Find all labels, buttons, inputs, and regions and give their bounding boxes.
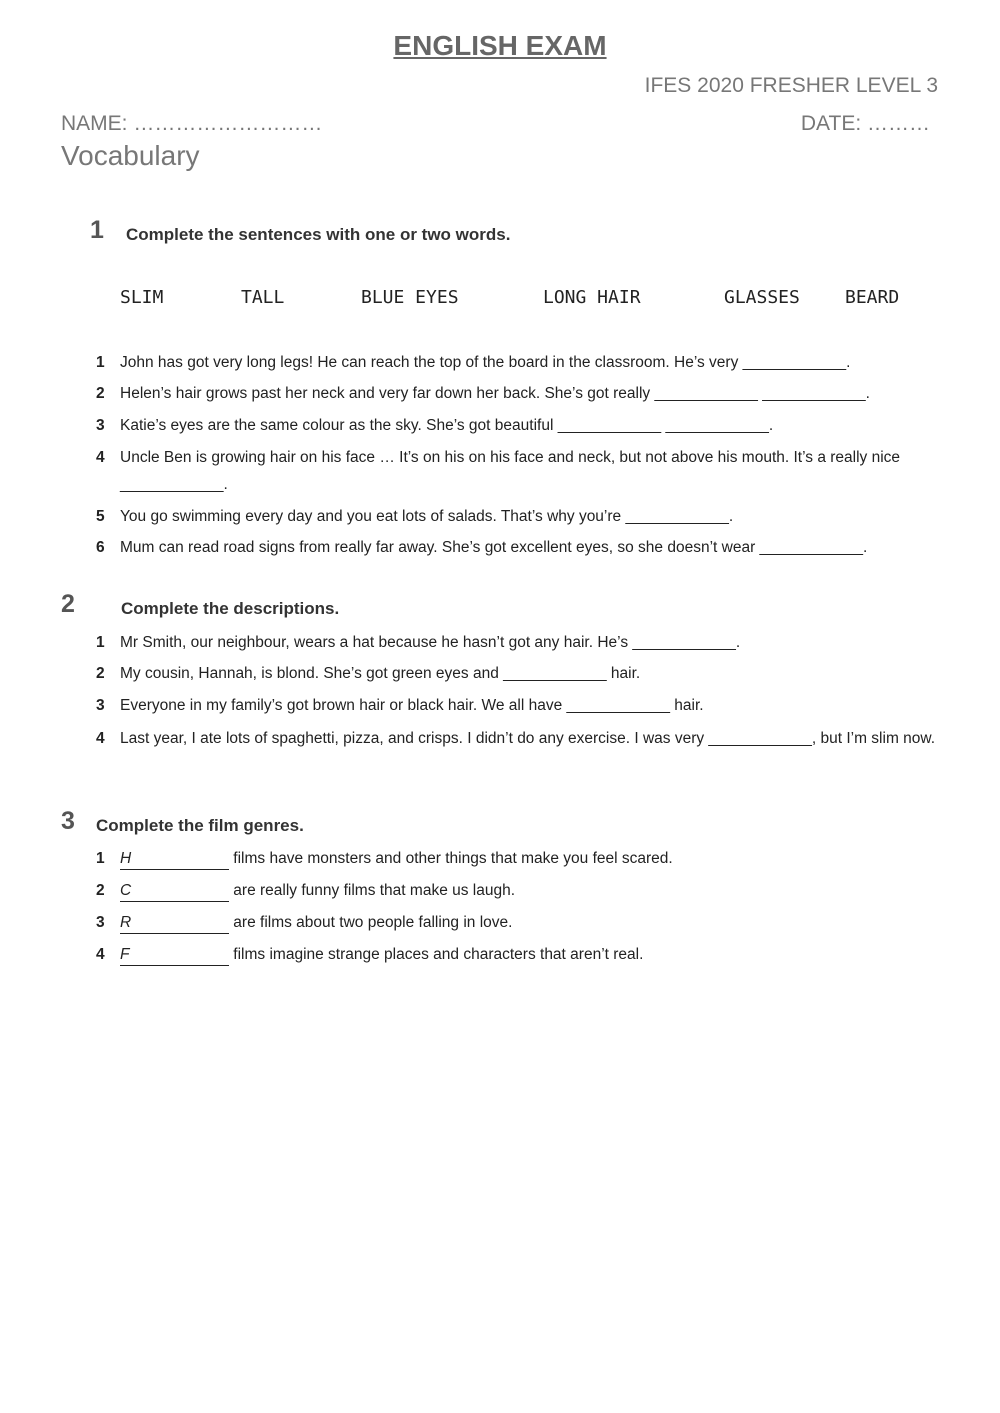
question-number: 5 [96,508,105,525]
word-box-item: BLUE EYES [361,287,459,308]
answer-blank[interactable]: R [120,913,229,934]
date-field: DATE: ……… [800,112,930,135]
question-text: are really funny films that make us laugh. [229,882,516,899]
question-text: Katie’s eyes are the same colour as the sky. She’s got beautiful ____________ ____________. [120,417,774,434]
question-line [120,845,942,872]
question-number: 1 [96,354,105,371]
question-text: Everyone in my family’s got brown hair or black hair. We all have ____________ hair. [120,697,704,714]
question-line [120,909,942,936]
question-number: 1 [96,634,105,651]
question-line [120,877,942,904]
question-text: films imagine strange places and characters that aren’t real. [229,946,644,963]
question-number: 2 [96,882,105,899]
question-number: 6 [96,539,105,556]
answer-blank[interactable]: C [120,881,229,902]
word-box-item: TALL [241,287,285,308]
word-box-item: LONG HAIR [543,287,641,308]
question-number: 1 [96,850,105,867]
exercise-1-instruction: Complete the sentences with one or two words. [126,225,511,244]
section-title: Vocabulary [61,140,200,171]
question-line [120,941,942,968]
exam-title: ENGLISH EXAM [393,30,607,61]
question-number: 4 [96,946,105,963]
question-text: Mr Smith, our neighbour, wears a hat because he hasn’t got any hair. He’s ____________. [120,634,741,651]
name-field: NAME: ……………………… [61,112,323,135]
question-number: 3 [96,697,105,714]
exercise-2-instruction: Complete the descriptions. [121,599,340,618]
answer-blank[interactable]: H [120,849,229,870]
question-text: Helen’s hair grows past her neck and very far down her back. She’s got really ____________ ____________. [120,385,870,402]
word-box-item: BEARD [845,287,900,308]
word-box-item: SLIM [120,287,164,308]
exam-subtitle: IFES 2020 FRESHER LEVEL 3 [644,74,938,97]
question-text: Mum can read road signs from really far away. She’s got excellent eyes, so she doesn’t wear ____________. [120,539,868,556]
question-number: 2 [96,385,105,402]
question-number: 3 [96,417,105,434]
question-number: 3 [96,914,105,931]
exercise-3-instruction: Complete the film genres. [96,816,304,835]
question-text: My cousin, Hannah, is blond. She’s got green eyes and ____________ hair. [120,665,641,682]
exercise-2-number: 2 [61,590,75,618]
question-number: 4 [96,449,105,466]
question-number: 4 [96,730,105,747]
question-text: Uncle Ben is growing hair on his face … It’s on his on his face and neck, but not above his mouth. It’s a really nice ____________. [120,449,901,493]
question-text: John has got very long legs! He can reach the top of the board in the classroom. He’s very ____________. [120,354,851,371]
answer-blank[interactable]: F [120,945,229,966]
question-text: You go swimming every day and you eat lots of salads. That’s why you’re ____________. [120,508,734,525]
question-number: 2 [96,665,105,682]
exercise-3-number: 3 [61,807,75,835]
exercise-1-number: 1 [90,216,104,244]
question-text: are films about two people falling in love. [229,914,513,931]
question-text: films have monsters and other things that make you feel scared. [229,850,673,867]
question-text: Last year, I ate lots of spaghetti, pizza, and crisps. I didn’t do any exercise. I was very ____________, but I’m slim now. [120,730,936,747]
word-box-item: GLASSES [724,287,800,308]
